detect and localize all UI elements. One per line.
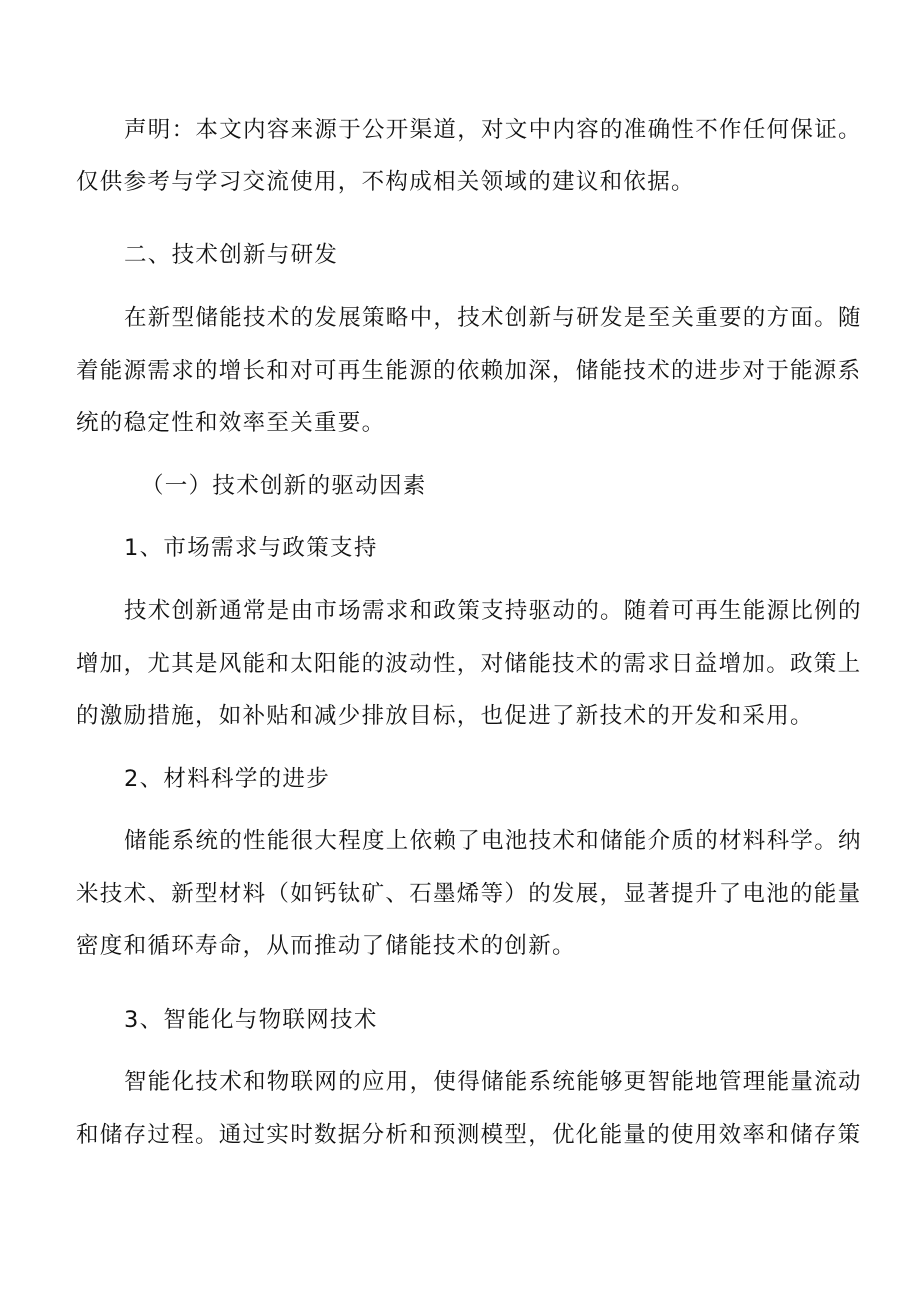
disclaimer-line-1: 声明：本文内容来源于公开渠道，对文中内容的准确性不作任何保证。 [124,117,862,143]
item-3-heading: 3、智能化与物联网技术 [124,1007,378,1033]
item-3-line-2: 和储存过程。通过实时数据分析和预测模型，优化能量的使用效率和储存策 [76,1122,862,1148]
disclaimer-line-2: 仅供参考与学习交流使用，不构成相关领域的建议和依据。 [76,169,695,195]
item-1-line-2: 增加，尤其是风能和太阳能的波动性，对储能技术的需求日益增加。政策上 [76,651,862,677]
intro-line-2: 着能源需求的增长和对可再生能源的依赖加深，储能技术的进步对于能源系 [76,358,862,384]
item-2-line-3: 密度和循环寿命，从而推动了储能技术的创新。 [76,933,576,959]
section-heading: 二、技术创新与研发 [124,242,339,268]
subsection-heading: （一）技术创新的驱动因素 [141,473,427,499]
intro-line-1: 在新型储能技术的发展策略中，技术创新与研发是至关重要的方面。随 [124,305,862,331]
intro-line-3: 统的稳定性和效率至关重要。 [76,410,386,436]
item-2-line-2: 米技术、新型材料（如钙钛矿、石墨烯等）的发展，显著提升了电池的能量 [76,881,862,907]
item-1-line-1: 技术创新通常是由市场需求和政策支持驱动的。随着可再生能源比例的 [124,598,862,624]
item-2-heading: 2、材料科学的进步 [124,766,331,792]
item-2-line-1: 储能系统的性能很大程度上依赖了电池技术和储能介质的材料科学。纳 [124,828,862,854]
item-1-line-3: 的激励措施，如补贴和减少排放目标，也促进了新技术的开发和采用。 [76,703,814,729]
item-1-heading: 1、市场需求与政策支持 [124,535,378,561]
item-3-line-1: 智能化技术和物联网的应用，使得储能系统能够更智能地管理能量流动 [124,1069,862,1095]
